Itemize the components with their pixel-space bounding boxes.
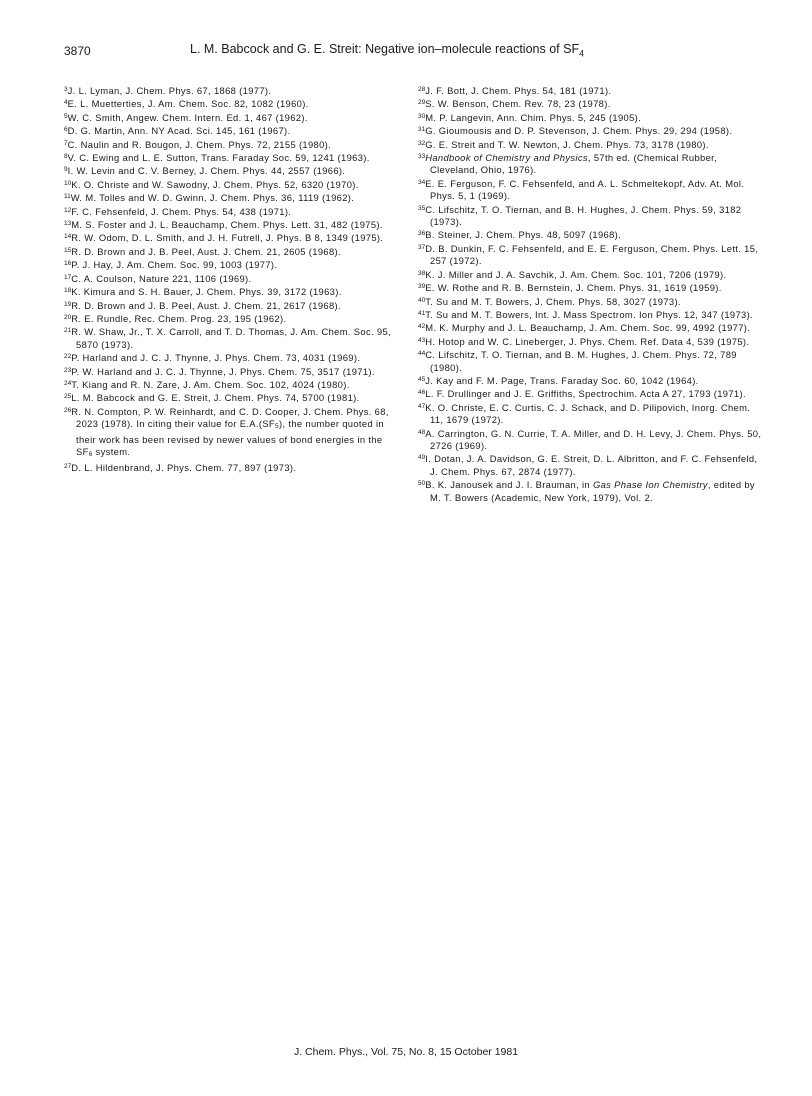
reference-text: K. Kimura and S. H. Bauer, J. Chem. Phys. 39, 3172 (1963).	[71, 286, 342, 298]
reference-item	[64, 299, 400, 312]
reference-number: 21	[64, 327, 72, 335]
reference-title-italic: Handbook of Chemistry and Physics	[425, 152, 588, 164]
reference-text: R. D. Brown and J. B. Peel, Aust. J. Chem. 21, 2617 (1968).	[71, 299, 341, 311]
reference-number: 32	[418, 139, 426, 147]
reference-item	[64, 124, 400, 137]
reference-number: 9	[64, 166, 68, 174]
reference-item	[64, 97, 400, 110]
reference-number: 25	[64, 393, 72, 401]
reference-text: D. G. Martin, Ann. NY Acad. Sci. 145, 161 (1967).	[67, 125, 291, 137]
reference-text: V. C. Ewing and L. E. Sutton, Trans. Faraday Soc. 59, 1241 (1963).	[67, 152, 370, 164]
reference-text: T. Su and M. T. Bowers, J. Chem. Phys. 58, 3027 (1973).	[425, 295, 681, 307]
reference-item	[418, 335, 764, 348]
reference-item	[64, 218, 400, 231]
reference-number: 18	[64, 287, 72, 295]
reference-number: 45	[418, 375, 426, 383]
reference-number: 40	[418, 296, 426, 304]
reference-number: 47	[418, 402, 426, 410]
reference-item	[64, 231, 400, 244]
reference-item	[64, 191, 400, 204]
reference-number: 39	[418, 283, 426, 291]
reference-number: 24	[64, 379, 72, 387]
reference-text: , 57th ed. (Chemical Rubber, Cleveland, Ohio, 1976).	[430, 152, 718, 176]
reference-text: R. W. Shaw, Jr., T. X. Carroll, and T. D. Thomas, J. Am. Chem. Soc. 95, 5870 (1973).	[71, 326, 391, 350]
reference-item	[418, 242, 764, 268]
reference-item	[64, 391, 400, 404]
reference-number: 8	[64, 153, 68, 161]
reference-text: J. L. Lyman, J. Chem. Phys. 67, 1868 (1977).	[67, 85, 272, 96]
references-left-column	[64, 84, 400, 475]
reference-text: K. J. Miller and J. A. Savchik, J. Am. Chem. Soc. 101, 7206 (1979).	[425, 268, 727, 280]
reference-text: F. C. Fehsenfeld, J. Chem. Phys. 54, 438 (1971).	[71, 205, 292, 217]
reference-number: 6	[64, 126, 68, 134]
running-head	[190, 42, 584, 59]
reference-item	[418, 97, 764, 110]
running-head-subscript: 4	[579, 48, 585, 59]
reference-text: M. S. Foster and J. L. Beauchamp, Chem. Phys. Lett. 31, 482 (1975).	[71, 219, 383, 231]
reference-number: 30	[418, 112, 426, 120]
reference-text: P. J. Hay, J. Am. Chem. Soc. 99, 1003 (1977).	[71, 259, 278, 271]
reference-number: 11	[64, 193, 71, 201]
reference-item	[418, 348, 764, 374]
reference-number: 29	[418, 99, 426, 107]
reference-item	[418, 84, 764, 97]
reference-number: 4	[64, 99, 68, 107]
reference-text: ), the number quoted in their work has been revised by newer values of bond energies in the SF	[76, 418, 384, 457]
reference-item	[418, 374, 764, 387]
reference-item	[64, 312, 400, 325]
reference-text: P. Harland and J. C. J. Thynne, J. Phys. Chem. 73, 4031 (1969).	[71, 352, 361, 364]
reference-number: 13	[64, 220, 72, 228]
reference-text: K. O. Christe and W. Sawodny, J. Chem. Phys. 52, 6320 (1970).	[71, 178, 359, 190]
reference-text: L. F. Drullinger and J. E. Griffiths, Spectrochim. Acta A 27, 1793 (1971).	[425, 388, 746, 400]
reference-text: R. D. Brown and J. B. Peel, Aust. J. Chem. 21, 2605 (1968).	[71, 245, 341, 257]
reference-number: 20	[64, 313, 72, 321]
reference-subscript: 5	[275, 423, 279, 431]
reference-text: J. F. Bott, J. Chem. Phys. 54, 181 (1971).	[425, 85, 612, 96]
reference-text: R. E. Rundle, Rec. Chem. Prog. 23, 195 (1962).	[71, 312, 287, 324]
reference-text: W. M. Tolles and W. D. Gwinn, J. Chem. Phys. 36, 1119 (1962).	[70, 192, 355, 204]
reference-item	[64, 111, 400, 124]
reference-subscript: 6	[88, 450, 93, 458]
reference-text: , edited by M. T. Bowers (Academic, New York, 1979), Vol. 2.	[430, 479, 755, 503]
reference-text: E. L. Muetterties, J. Am. Chem. Soc. 82, 1082 (1960).	[67, 98, 309, 110]
reference-text: C. Lifschitz, T. O. Tiernan, and B. H. Hughes, J. Chem. Phys. 59, 3182 (1973).	[425, 203, 742, 228]
reference-number: 35	[418, 204, 426, 212]
reference-item	[64, 325, 400, 351]
reference-item	[418, 124, 764, 137]
reference-number: 37	[418, 243, 426, 251]
reference-item	[418, 452, 764, 478]
reference-item	[64, 461, 400, 474]
reference-text: B. Steiner, J. Chem. Phys. 48, 5097 (1968).	[425, 229, 622, 241]
reference-item	[418, 401, 764, 427]
reference-item	[418, 295, 764, 308]
reference-text: I. W. Levin and C. V. Berney, J. Chem. Phys. 44, 2557 (1966).	[67, 165, 346, 177]
reference-item	[64, 138, 400, 151]
reference-number: 19	[64, 300, 72, 308]
reference-number: 42	[418, 323, 426, 331]
reference-item	[418, 228, 764, 241]
reference-number: 7	[64, 139, 68, 147]
reference-number: 28	[418, 86, 426, 93]
reference-number: 38	[418, 269, 426, 277]
reference-item	[418, 308, 764, 321]
reference-item	[64, 178, 400, 191]
reference-text: G. E. Streit and T. W. Newton, J. Chem. Phys. 73, 3178 (1980).	[425, 138, 709, 150]
reference-number: 36	[418, 230, 426, 238]
reference-number: 5	[64, 112, 68, 120]
reference-item	[418, 151, 764, 177]
reference-item	[418, 268, 764, 281]
reference-text: D. L. Hildenbrand, J. Phys. Chem. 77, 897 (1973).	[71, 462, 297, 474]
reference-item	[418, 111, 764, 124]
reference-item	[64, 84, 400, 97]
reference-text: A. Carrington, G. N. Currie, T. A. Miller, and D. H. Levy, J. Chem. Phys. 50, 2726 (1969).	[425, 427, 762, 451]
reference-number: 48	[418, 428, 426, 436]
reference-text: R. N. Compton, P. W. Reinhardt, and C. D. Cooper, J. Chem. Phys. 68, 2023 (1978). In citing their value for E.A.(SF	[71, 405, 389, 430]
reference-text: E. E. Ferguson, F. C. Fehsenfeld, and A. L. Schmeltekopf, Adv. At. Mol. Phys. 5, 1 (1969).	[425, 177, 745, 202]
reference-number: 10	[64, 179, 72, 187]
page-number: 3870	[64, 44, 91, 58]
reference-number: 16	[64, 260, 72, 268]
reference-item	[64, 272, 400, 285]
reference-number: 17	[64, 273, 72, 281]
reference-item	[418, 203, 764, 229]
reference-number: 26	[64, 406, 72, 414]
reference-text: J. Kay and F. M. Page, Trans. Faraday Soc. 60, 1042 (1964).	[425, 374, 699, 386]
reference-item	[64, 285, 400, 298]
reference-number: 41	[418, 309, 426, 317]
reference-text: B. K. Janousek and J. I. Brauman, in	[425, 479, 593, 491]
reference-number: 44	[418, 350, 426, 358]
reference-item	[418, 281, 764, 294]
reference-text: G. Gioumousis and D. P. Stevenson, J. Chem. Phys. 29, 294 (1958).	[425, 125, 733, 137]
reference-number: 15	[64, 246, 72, 254]
reference-item	[64, 378, 400, 391]
reference-number: 50	[418, 480, 426, 488]
reference-text: C. A. Coulson, Nature 221, 1106 (1969).	[71, 272, 252, 284]
reference-item	[64, 405, 400, 462]
reference-number: 46	[418, 389, 426, 397]
reference-text: M. K. Murphy and J. L. Beauchamp, J. Am. Chem. Soc. 99, 4992 (1977).	[425, 322, 751, 334]
reference-number: 33	[418, 153, 426, 161]
reference-number: 23	[64, 366, 72, 374]
references-right-column	[418, 84, 764, 504]
reference-text: K. O. Christe, E. C. Curtis, C. J. Schack, and D. Pilipovich, Inorg. Chem. 11, 1679 (1972).	[425, 401, 751, 426]
reference-number: 34	[418, 178, 426, 186]
reference-text: C. Naulin and R. Bougon, J. Chem. Phys. 72, 2155 (1980).	[67, 138, 332, 150]
reference-text: W. C. Smith, Angew. Chem. Intern. Ed. 1, 467 (1962).	[67, 111, 308, 123]
reference-text: H. Hotop and W. C. Lineberger, J. Phys. Chem. Ref. Data 4, 539 (1975).	[425, 335, 750, 347]
reference-item	[418, 387, 764, 400]
running-head-text: L. M. Babcock and G. E. Streit: Negative ion–molecule reactions of SF	[190, 42, 580, 56]
reference-number: 12	[64, 206, 72, 214]
reference-text: I. Dotan, J. A. Davidson, G. E. Streit, D. L. Albritton, and F. C. Fehsenfeld, J. Chem. Phys. 67, 2874 (1977).	[425, 453, 758, 477]
reference-text: L. M. Babcock and G. E. Streit, J. Chem. Phys. 74, 5700 (1981).	[71, 392, 360, 404]
reference-item	[64, 151, 400, 164]
reference-number: 49	[418, 454, 426, 462]
reference-item	[64, 365, 400, 378]
reference-item	[418, 427, 764, 453]
reference-number: 14	[64, 233, 72, 241]
reference-number: 3	[64, 86, 68, 93]
reference-text: system.	[92, 445, 131, 457]
reference-text: T. Su and M. T. Bowers, Int. J. Mass Spectrom. Ion Phys. 12, 347 (1973).	[425, 308, 753, 320]
reference-text: E. W. Rothe and R. B. Bernstein, J. Chem. Phys. 31, 1619 (1959).	[425, 282, 722, 294]
reference-title-italic: Gas Phase Ion Chemistry	[592, 479, 708, 491]
reference-item	[418, 177, 764, 203]
reference-item	[64, 351, 400, 364]
reference-item	[64, 245, 400, 258]
reference-item	[64, 205, 400, 218]
reference-text: M. P. Langevin, Ann. Chim. Phys. 5, 245 (1905).	[425, 111, 642, 123]
reference-item	[418, 478, 764, 504]
reference-number: 22	[64, 353, 72, 361]
reference-text: D. B. Dunkin, F. C. Fehsenfeld, and E. E. Ferguson, Chem. Phys. Lett. 15, 257 (1972).	[425, 242, 759, 267]
reference-text: C. Lifschitz, T. O. Tiernan, and B. M. Hughes, J. Chem. Phys. 72, 789 (1980).	[425, 349, 737, 373]
reference-number: 27	[64, 463, 72, 471]
reference-number: 31	[418, 126, 426, 134]
reference-item	[418, 138, 764, 151]
reference-text: T. Kiang and R. N. Zare, J. Am. Chem. Soc. 102, 4024 (1980).	[71, 378, 350, 390]
reference-item	[418, 321, 764, 334]
reference-item	[64, 164, 400, 177]
reference-item	[64, 258, 400, 271]
reference-number: 43	[418, 336, 426, 344]
journal-footer: J. Chem. Phys., Vol. 75, No. 8, 15 October 1981	[293, 1046, 519, 1058]
reference-text: R. W. Odom, D. L. Smith, and J. H. Futrell, J. Phys. B 8, 1349 (1975).	[71, 232, 384, 244]
reference-text: P. W. Harland and J. C. J. Thynne, J. Phys. Chem. 75, 3517 (1971).	[71, 365, 375, 377]
reference-text: S. W. Benson, Chem. Rev. 78, 23 (1978).	[425, 98, 611, 110]
